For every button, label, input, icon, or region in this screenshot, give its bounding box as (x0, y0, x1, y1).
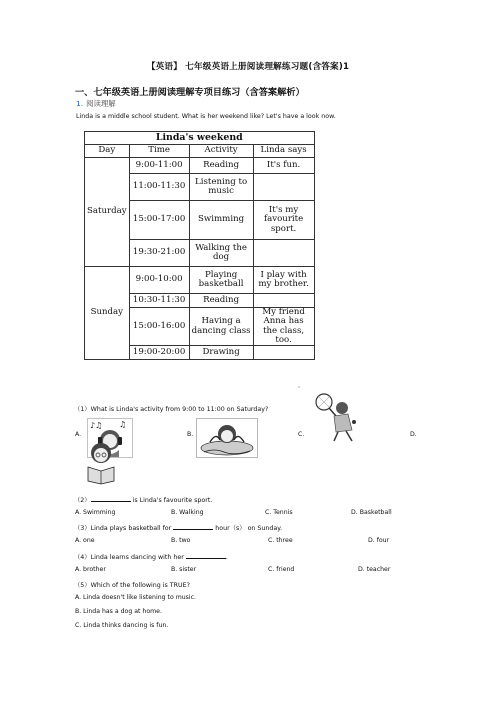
q4-suffix: . (225, 554, 228, 561)
q2-option-d[interactable]: D. Basketball (351, 509, 392, 516)
table-cell: 19:30-21:00 (129, 240, 189, 267)
svg-text:♪♫: ♪♫ (90, 421, 103, 430)
table-cell: 19:00-20:00 (129, 346, 189, 360)
q2-option-c[interactable]: C. Tennis (265, 509, 293, 516)
sub-label: 阅读理解 (86, 99, 116, 108)
q4-option-c[interactable]: C. friend (268, 566, 295, 573)
table-cell: 11:00-11:30 (129, 174, 189, 201)
q2-prefix: （2） (74, 497, 91, 504)
table-cell: It's fun. (253, 158, 314, 174)
q1-option-b[interactable]: B. (187, 431, 194, 438)
intro-text: Linda is a middle school student. What is her weekend like? Let's have a look now. (76, 113, 336, 120)
table-caption: Linda's weekend (85, 132, 315, 145)
table-cell: I play with my brother. (253, 267, 314, 294)
question-1: （1）What is Linda's activity from 9:00 to 11:00 on Saturday? (74, 406, 269, 413)
svg-text:♫: ♫ (119, 420, 127, 429)
q4-option-b[interactable]: B. sister (171, 566, 197, 573)
sub-number: 1. (76, 99, 84, 108)
page-title: 【英语】 七年级英语上册阅读理解练习题(含答案)1 (146, 62, 350, 72)
q1-option-d[interactable]: D. (410, 431, 417, 438)
table-cell: Drawing (189, 346, 253, 360)
q3-option-c[interactable]: C. three (268, 537, 293, 544)
table-cell: Walking the dog (189, 240, 253, 267)
table-cell: 15:00-16:00 (129, 308, 189, 346)
answer-blank[interactable] (173, 523, 213, 530)
q2-option-b[interactable]: B. Walking (171, 509, 204, 516)
q5-option-a[interactable]: A. Linda doesn't like listening to music. (75, 594, 196, 601)
header-activity: Activity (189, 145, 253, 158)
table-cell: Swimming (189, 201, 253, 240)
timetable (84, 131, 315, 360)
table-cell: 10:30-11:30 (129, 294, 189, 308)
table-cell (253, 174, 314, 201)
table-cell: 9:00-11:00 (129, 158, 189, 174)
q3-option-d[interactable]: D. four (368, 537, 390, 544)
table-cell: Having a dancing class (189, 308, 253, 346)
header-day: Day (85, 145, 130, 158)
trailing-mark: 。 (298, 383, 304, 389)
table-cell: Playing basketball (189, 267, 253, 294)
table-cell: 15:00-17:00 (129, 201, 189, 240)
q4-option-a[interactable]: A. brother (75, 566, 106, 573)
reading-picture-icon (85, 441, 117, 485)
q2-suffix: is Linda's favourite sport. (132, 497, 213, 504)
question-2 (74, 495, 212, 504)
q5-option-c[interactable]: C. Linda thinks dancing is fun. (75, 622, 169, 629)
answer-blank[interactable] (91, 495, 131, 502)
q3-option-a[interactable]: A. one (75, 537, 95, 544)
table-cell: It's my favourite sport. (253, 201, 314, 240)
table-cell: Reading (189, 158, 253, 174)
table-cell: 9:00-10:00 (129, 267, 189, 294)
table-cell (253, 346, 314, 360)
q3-suffix: hour（s） on Sunday. (215, 525, 283, 532)
section-heading: 一、七年级英语上册阅读理解专项目练习（含答案解析） (75, 87, 305, 98)
q4-prefix: （4）Linda learns dancing with her (74, 554, 184, 561)
q4-option-d[interactable]: D. teacher (358, 566, 391, 573)
sub-heading (76, 98, 116, 109)
header-linda-says: Linda says (253, 145, 314, 158)
answer-blank[interactable] (186, 552, 226, 559)
day-saturday: Saturday (85, 158, 130, 267)
header-time: Time (129, 145, 189, 158)
q2-option-a[interactable]: A. Swimming (75, 509, 116, 516)
q3-prefix: （3）Linda plays basketball for (74, 525, 172, 532)
swimming-picture-icon (196, 418, 258, 458)
q5-option-b[interactable]: B. Linda has a dog at home. (75, 608, 162, 615)
q3-option-b[interactable]: B. two (171, 537, 191, 544)
table-cell: Listening to music (189, 174, 253, 201)
tennis-picture-icon (312, 392, 358, 442)
table-cell (253, 294, 314, 308)
question-3 (74, 523, 282, 532)
table-cell: Reading (189, 294, 253, 308)
day-sunday: Sunday (85, 267, 130, 360)
question-5: （5）Which of the following is TRUE? (74, 582, 190, 589)
question-4 (74, 552, 228, 561)
q1-option-a[interactable]: A. (75, 431, 82, 438)
q1-option-c[interactable]: C. (298, 431, 305, 438)
table-cell: My friend Anna has the class, too. (253, 308, 314, 346)
table-cell (253, 240, 314, 267)
